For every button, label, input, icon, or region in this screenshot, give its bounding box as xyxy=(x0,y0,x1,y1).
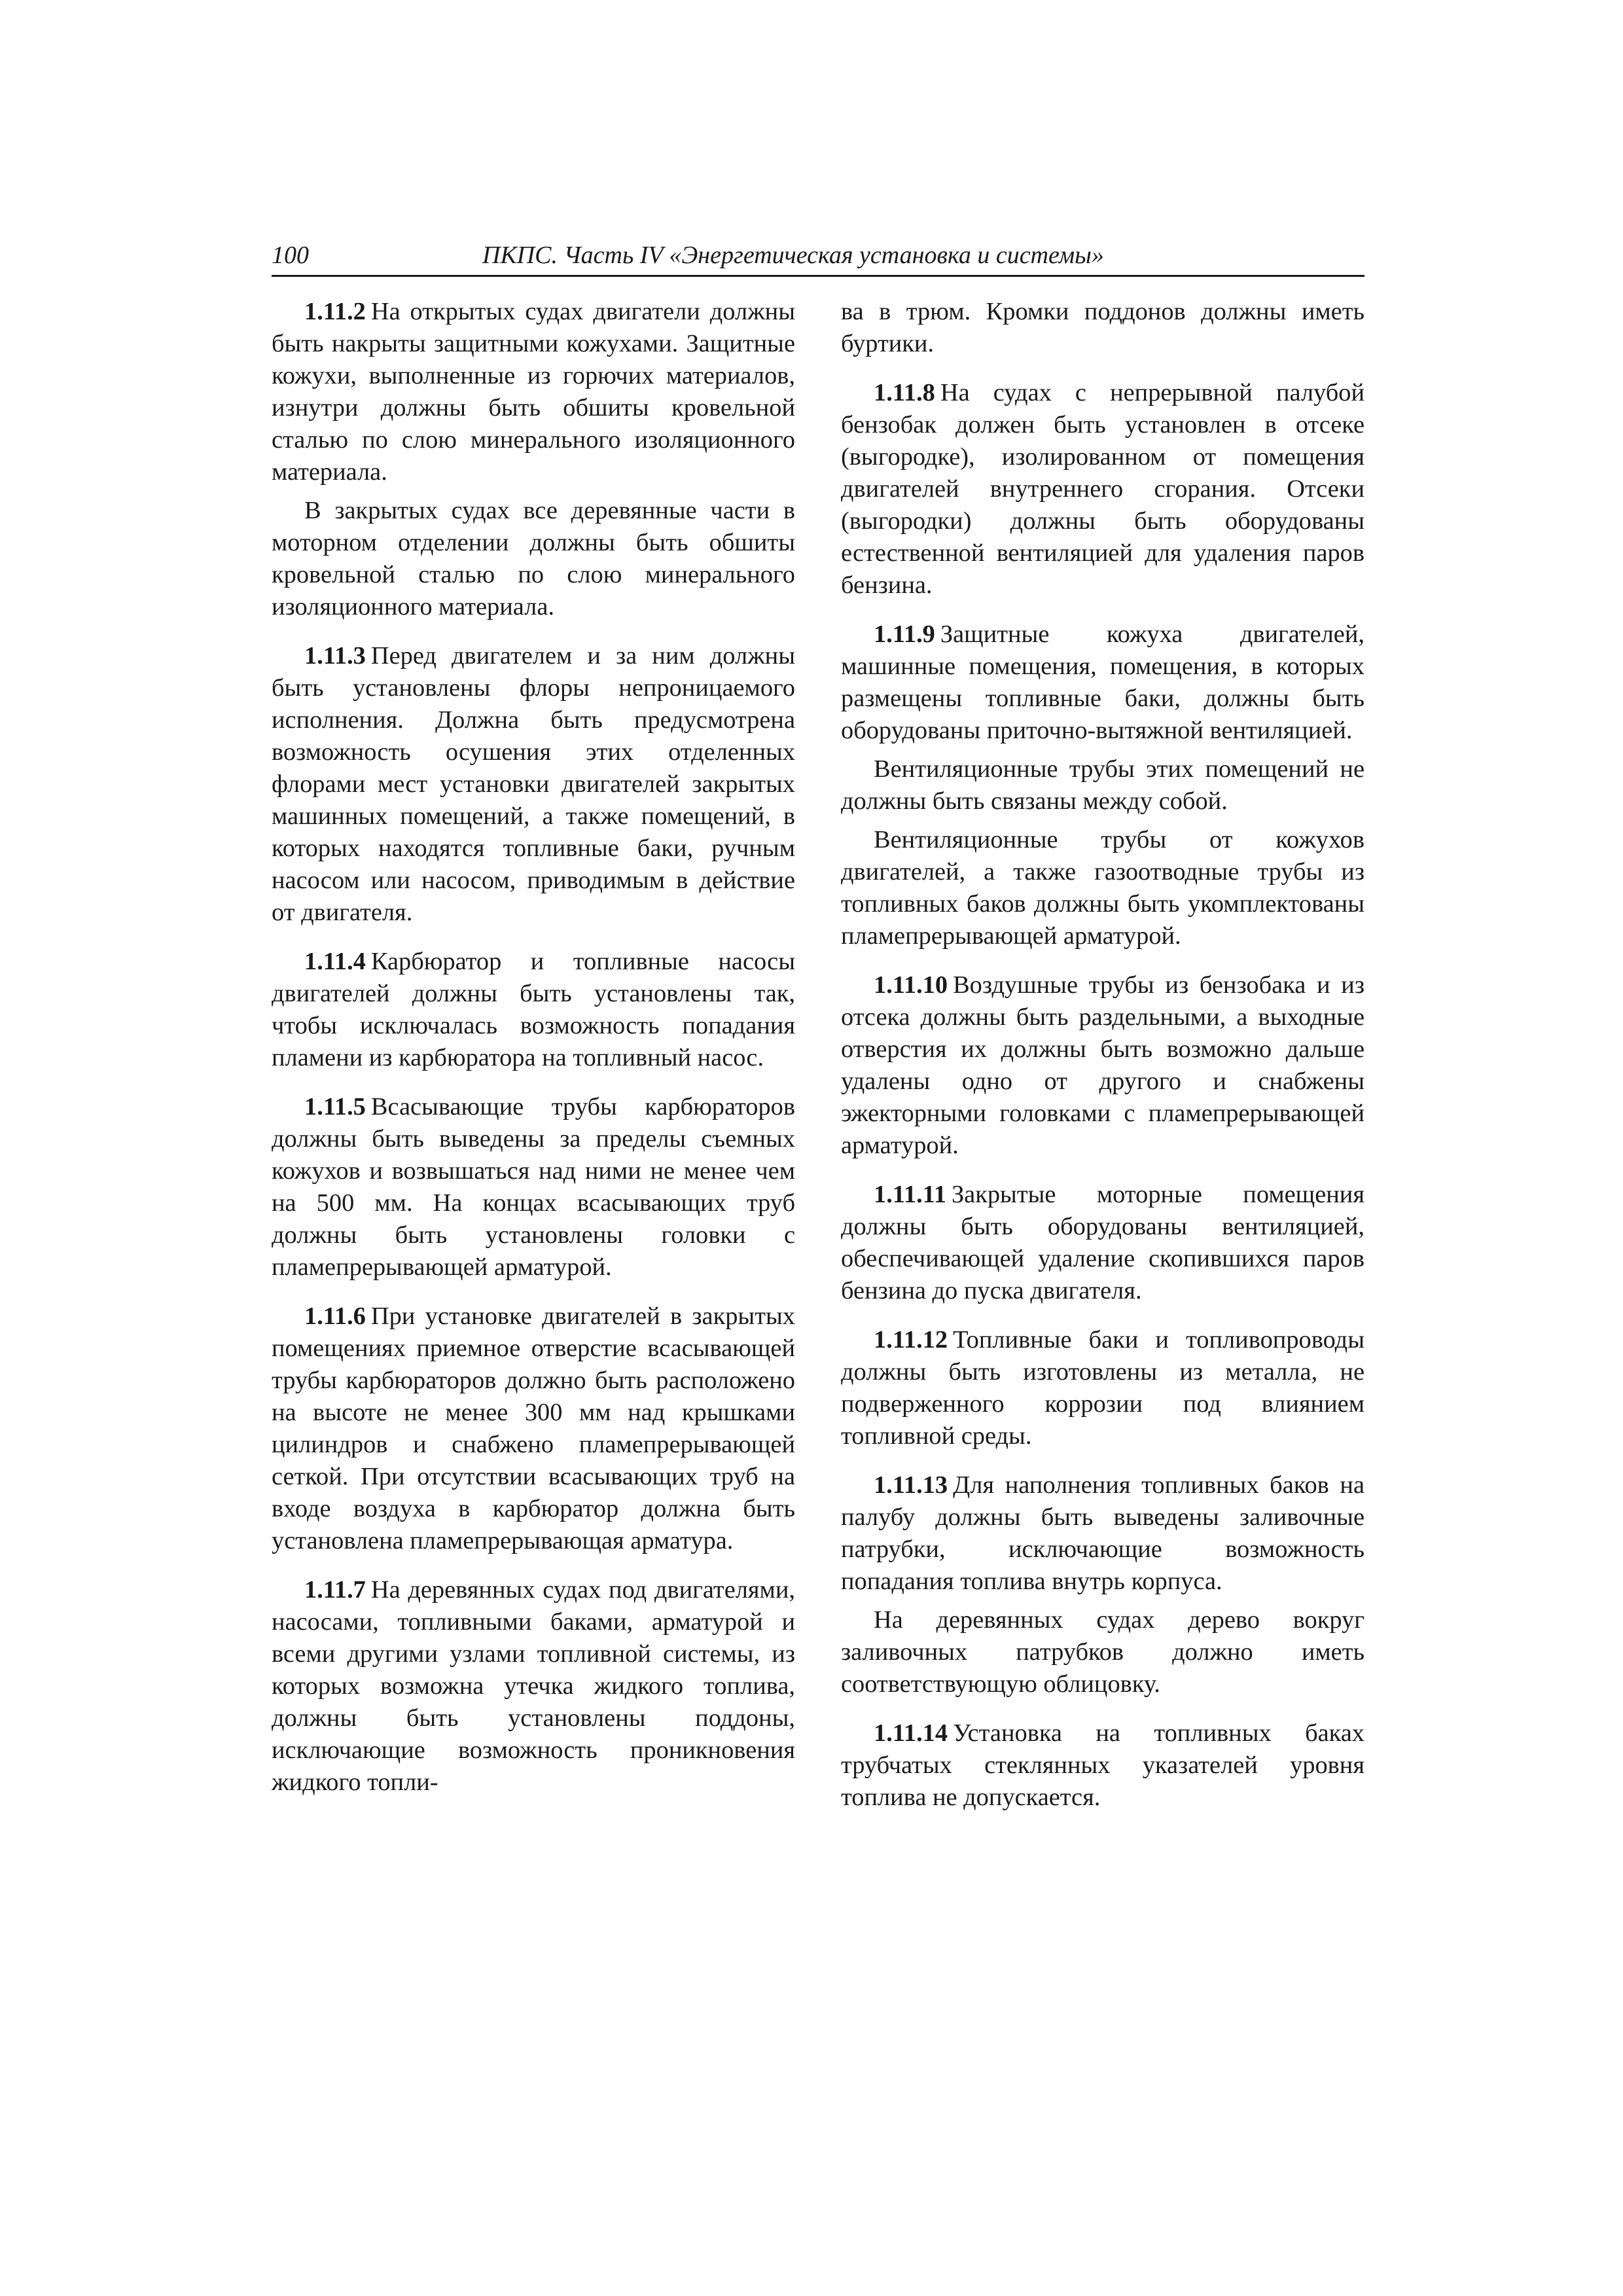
clause-text: На открытых судах двигатели должны быть накрыты защитными кожухами. Защитные кожухи, выполненные из горючих материалов, изнутри должны быть обшиты кровельной сталью по слою минерального изоляционного материала. xyxy=(272,298,795,486)
clause-text: На деревянных судах под двигателями, насосами, топливными баками, арматурой и всеми другими узлами топливной системы, из которых возможна утечка жидкого топлива, должны быть установлены поддоны, исключающие возможность проникновения жидкого топли- xyxy=(272,1576,795,1796)
left-column xyxy=(272,296,795,1805)
clause-number: 1.11.6 xyxy=(304,1302,366,1330)
paragraph-1-11-11 xyxy=(841,1179,1364,1307)
clause-text: Вентиляционные трубы этих помещений не должны быть связаны между собой. xyxy=(841,755,1364,815)
paragraph-1-11-6 xyxy=(272,1300,795,1557)
running-title: ПКПС. Часть IV «Энергетическая установка и системы» xyxy=(482,242,1104,269)
clause-text: Перед двигателем и за ним должны быть установлены флоры непроницаемого исполнения. Должна быть предусмотрена возможность осушения этих отделенных флорами мест установки двигателей закрытых машинных помещений, а также помещений, в которых находятся топливные баки, ручным насосом или насосом, приводимым в действие от двигателя. xyxy=(272,642,795,926)
clause-number: 1.11.3 xyxy=(304,642,366,670)
clause-number: 1.11.8 xyxy=(874,379,935,406)
clause-text: Установка на топливных баках трубчатых стеклянных указателей уровня топлива не допускается. xyxy=(841,1719,1364,1811)
paragraph-1-11-13 xyxy=(841,1469,1364,1598)
clause-number: 1.11.2 xyxy=(304,298,366,325)
clause-number: 1.11.7 xyxy=(304,1576,366,1604)
paragraph-1-11-7 xyxy=(272,1574,795,1799)
clause-number: 1.11.9 xyxy=(874,620,935,648)
clause-number: 1.11.13 xyxy=(874,1471,948,1499)
clause-text: При установке двигателей в закрытых помещениях приемное отверстие всасывающей трубы карбюраторов должно быть расположено на высоте не менее 300 мм над крышками цилиндров и снабжено пламепрерывающей сеткой. При отсутствии всасывающих труб на входе воздуха в карбюратор должна быть установлена пламепрерывающая арматура. xyxy=(272,1302,795,1554)
paragraph-1-11-9 xyxy=(841,619,1364,747)
paragraph-1-11-10 xyxy=(841,969,1364,1162)
clause-number: 1.11.4 xyxy=(304,948,366,975)
clause-number: 1.11.10 xyxy=(874,971,948,999)
clause-text: Воздушные трубы из бензобака и из отсека должны быть раздельными, а выходные отверстия их должны быть возможно дальше удалены одно от другого и снабжены эжекторными головками с пламепрерывающей арматурой. xyxy=(841,971,1364,1159)
paragraph-continuation xyxy=(841,296,1364,360)
paragraph-1-11-5 xyxy=(272,1091,795,1283)
right-column xyxy=(841,296,1364,1820)
clause-text: На деревянных судах дерево вокруг заливочных патрубков должно иметь соответствующую облицовку. xyxy=(841,1606,1364,1698)
paragraph-1-11-2 xyxy=(272,296,795,488)
clause-number: 1.11.5 xyxy=(304,1093,366,1121)
page-number: 100 xyxy=(272,242,309,269)
clause-text: В закрытых судах все деревянные части в моторном отделении должны быть обшиты кровельной сталью по слою минерального изоляционного материала. xyxy=(272,497,795,620)
clause-text: Топливные баки и топливопроводы должны быть изготовлены из металла, не подверженного коррозии под влиянием топливной среды. xyxy=(841,1326,1364,1450)
clause-text: Вентиляционные трубы от кожухов двигателей, а также газоотводные трубы из топливных баков должны быть укомплектованы пламепрерывающей арматурой. xyxy=(841,826,1364,950)
clause-number: 1.11.14 xyxy=(874,1719,948,1747)
clause-text: Защитные кожуха двигателей, машинные помещения, помещения, в которых размещены топливные баки, должны быть оборудованы приточно-вытяжной вентиляцией. xyxy=(841,620,1364,744)
paragraph-text xyxy=(841,753,1364,817)
paragraph-text xyxy=(841,1604,1364,1700)
paragraph-1-11-12 xyxy=(841,1324,1364,1452)
paragraph-text xyxy=(841,824,1364,952)
running-header xyxy=(272,241,1364,277)
paragraph-1-11-3 xyxy=(272,640,795,929)
clause-text: Закрытые моторные помещения должны быть оборудованы вентиляцией, обеспечивающей удаление скопившихся паров бензина до пуска двигателя. xyxy=(841,1181,1364,1304)
paragraph-text xyxy=(272,495,795,623)
clause-text: Карбюратор и топливные насосы двигателей должны быть установлены так, чтобы исключалась возможность попадания пламени из карбюратора на топливный насос. xyxy=(272,948,795,1071)
clause-number: 1.11.11 xyxy=(874,1181,946,1208)
clause-text: На судах с непрерывной палубой бензобак должен быть установлен в отсеке (выгородке), изолированном от помещения двигателей внутреннего сгорания. Отсеки (выгородки) должны быть оборудованы естественной вентиляцией для удаления паров бензина. xyxy=(841,379,1364,599)
paragraph-1-11-4 xyxy=(272,946,795,1074)
clause-number: 1.11.12 xyxy=(874,1326,948,1354)
clause-text: Всасывающие трубы карбюраторов должны быть выведены за пределы съемных кожухов и возвышаться над ними не менее чем на 500 мм. На концах всасывающих труб должны быть установлены головки с пламепрерывающей арматурой. xyxy=(272,1093,795,1281)
paragraph-1-11-8 xyxy=(841,377,1364,601)
clause-text: ва в трюм. Кромки поддонов должны иметь буртики. xyxy=(841,298,1364,357)
clause-text: Для наполнения топливных баков на палубу должны быть выведены заливочные патрубки, исключающие возможность попадания топлива внутрь корпуса. xyxy=(841,1471,1364,1595)
paragraph-1-11-14 xyxy=(841,1717,1364,1814)
